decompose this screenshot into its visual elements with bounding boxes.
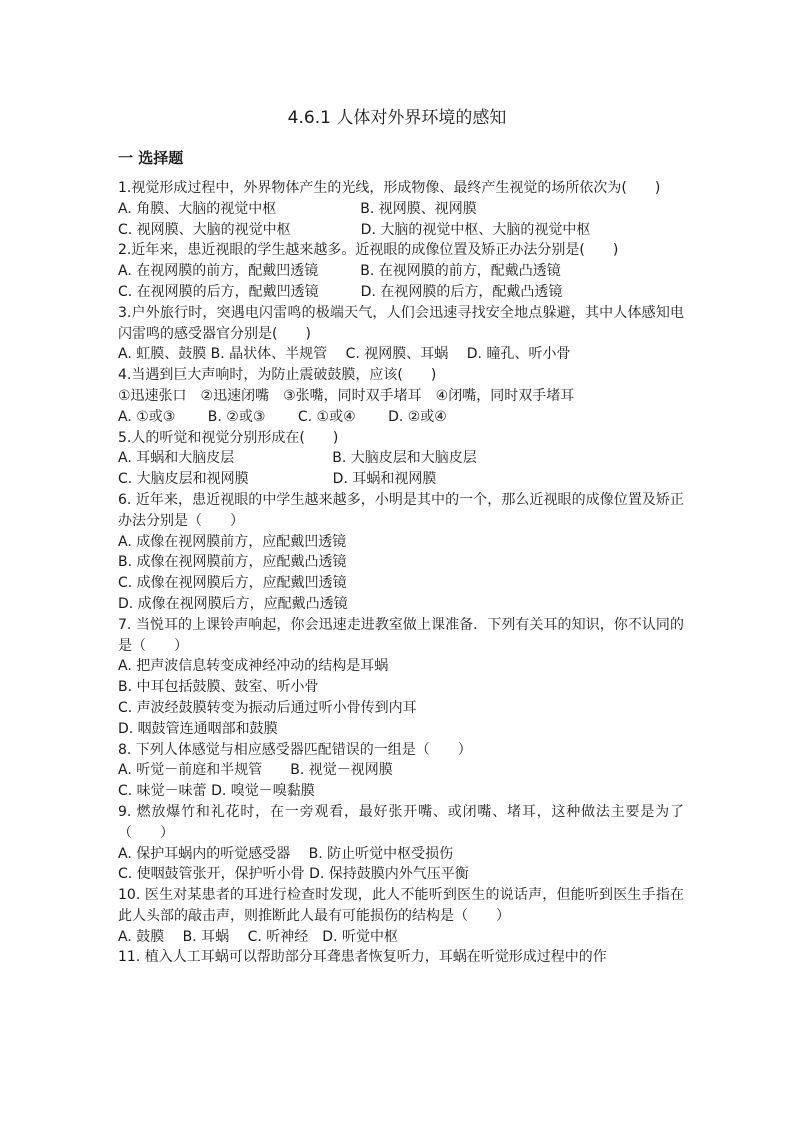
page-title: 4.6.1 人体对外界环境的感知 <box>287 108 507 128</box>
question-item <box>118 490 684 615</box>
question-stem: 2.近年来，患近视眼的学生越来越多。近视眼的成像位置及矫正办法分别是( ) <box>118 242 619 259</box>
answer-option: A. 角膜、大脑的视觉中枢 B. 视网膜、视网膜 <box>118 200 477 217</box>
question-item <box>118 365 684 427</box>
question-item <box>118 885 684 947</box>
question-item <box>118 802 684 885</box>
answer-option: ①迅速张口 ②迅速闭嘴 ③张嘴，同时双手堵耳 ④闭嘴，同时双手堵耳 <box>118 387 575 404</box>
answer-option: A. 鼓膜 B. 耳蜗 C. 听神经 D. 听觉中枢 <box>118 928 398 945</box>
question-item <box>118 303 684 365</box>
answer-option: A. 耳蜗和大脑皮层 B. 大脑皮层和大脑皮层 <box>118 450 477 467</box>
question-item <box>118 240 684 302</box>
answer-option: A. ①或③ B. ②或③ C. ①或④ D. ②或④ <box>118 408 447 425</box>
question-stem: 7. 当悦耳的上课铃声响起，你会迅速走进教室做上课准备．下列有关耳的知识，你不认同的是（ ） <box>118 616 684 654</box>
answer-option: A. 听觉－前庭和半规管 B. 视觉－视网膜 <box>118 762 393 779</box>
question-stem: 11. 植入人工耳蜗可以帮助部分耳聋患者恢复听力，耳蜗在听觉形成过程中的作 <box>118 949 607 966</box>
question-item <box>118 178 684 240</box>
answer-option: A. 把声波信息转变成神经冲动的结构是耳蜗 <box>118 658 389 675</box>
question-list <box>118 178 684 968</box>
question-item <box>118 428 684 490</box>
answer-option: D. 咽鼓管连通咽部和鼓膜 <box>118 720 278 737</box>
question-stem: 8. 下列人体感觉与相应感受器匹配错误的一组是（ ） <box>118 741 472 758</box>
question-stem: 10. 医生对某患者的耳进行检查时发现，此人不能听到医生的说话声，但能听到医生手指在此人头部的敲击声，则推断此人最有可能损伤的结构是（ ） <box>118 887 684 924</box>
answer-option: C. 成像在视网膜后方，应配戴凹透镜 <box>118 575 347 592</box>
answer-option: C. 声波经鼓膜转变为振动后通过听小骨传到内耳 <box>118 699 417 716</box>
question-stem: 5.人的听觉和视觉分别形成在( ) <box>118 429 339 446</box>
answer-option: B. 中耳包括鼓膜、鼓室、听小骨 <box>118 679 319 696</box>
answer-option: C. 在视网膜的后方，配戴凹透镜 D. 在视网膜的后方，配戴凸透镜 <box>118 283 563 300</box>
answer-option: C. 味觉－味蕾 D. 嗅觉－嗅黏膜 <box>118 783 315 800</box>
question-stem: 6. 近年来，患近视眼的中学生越来越多，小明是其中的一个，那么近视眼的成像位置及矫正办法分别是（ ） <box>118 491 684 529</box>
answer-option: C. 视网膜、大脑的视觉中枢 D. 大脑的视觉中枢、大脑的视觉中枢 <box>118 221 591 238</box>
answer-option: B. 成像在视网膜前方，应配戴凸透镜 <box>118 554 347 571</box>
question-item <box>118 947 684 968</box>
question-stem: 1.视觉形成过程中，外界物体产生的光线，形成物像、最终产生视觉的场所依次为( ) <box>118 180 661 196</box>
question-stem: 9. 燃放爆竹和礼花时，在一旁观看，最好张开嘴、或闭嘴、堵耳，这种做法主要是为了（ ） <box>118 803 684 841</box>
answer-option: A. 虹膜、鼓膜 B. 晶状体、半规管 C. 视网膜、耳蜗 D. 瞳孔、听小骨 <box>118 346 571 363</box>
answer-option: D. 成像在视网膜后方，应配戴凸透镜 <box>118 595 348 612</box>
section-heading: 一 选择题 <box>118 149 184 167</box>
question-stem: 4.当遇到巨大声响时，为防止震破鼓膜，应该( ) <box>118 367 437 384</box>
question-item <box>118 740 684 802</box>
answer-option: A. 成像在视网膜前方，应配戴凹透镜 <box>118 533 347 550</box>
answer-option: A. 在视网膜的前方，配戴凹透镜 B. 在视网膜的前方，配戴凸透镜 <box>118 263 561 280</box>
answer-option: A. 保护耳蜗内的听觉感受器 B. 防止听觉中枢受损伤 <box>118 845 454 862</box>
answer-option: C. 使咽鼓管张开，保护听小骨 D. 保持鼓膜内外气压平衡 <box>118 866 469 883</box>
question-item <box>118 615 684 740</box>
answer-option: C. 大脑皮层和视网膜 D. 耳蜗和视网膜 <box>118 471 437 488</box>
question-stem: 3.户外旅行时，突遇电闪雷鸣的极端天气，人们会迅速寻找安全地点躲避，其中人体感知电闪雷鸣的感受器官分别是( ) <box>118 304 684 342</box>
